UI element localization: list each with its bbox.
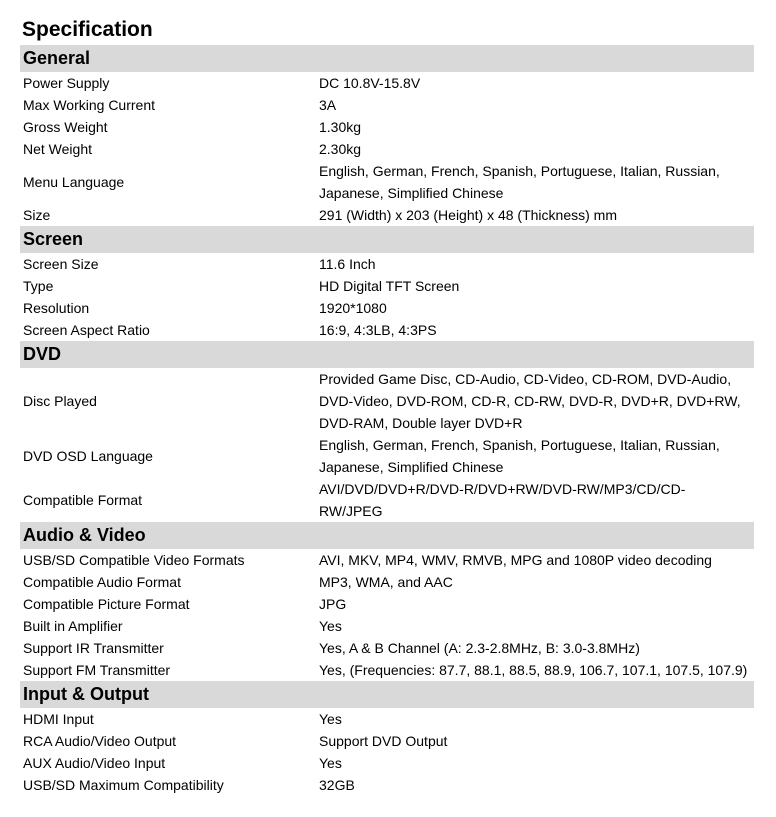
spec-value: HD Digital TFT Screen [319, 278, 460, 294]
spec-row [20, 160, 754, 204]
spec-row [20, 94, 754, 116]
spec-value: Provided Game Disc, CD-Audio, CD-Video, CD-ROM, DVD-Audio, DVD-Video, DVD-ROM, CD-R, CD-RW, DVD-R, DVD+R, DVD+RW, DVD-RAM, Double layer DVD+R [319, 371, 741, 431]
spec-value: Yes, A & B Channel (A: 2.3-2.8MHz, B: 3.0-3.8MHz) [319, 640, 640, 656]
spec-value: 2.30kg [319, 141, 362, 157]
spec-row [20, 752, 754, 774]
spec-row [20, 319, 754, 341]
section-title: Input & Output [20, 681, 754, 708]
spec-value: AVI/DVD/DVD+R/DVD-R/DVD+RW/DVD-RW/MP3/CD/CD-RW/JPEG [319, 481, 686, 519]
spec-label: Screen Size [23, 256, 99, 272]
spec-value: 291 (Width) x 203 (Height) x 48 (Thickness) mm [319, 207, 617, 223]
spec-label: Type [23, 278, 54, 294]
page-title: Specification [22, 18, 153, 41]
spec-value: 11.6 Inch [319, 256, 376, 272]
spec-value: English, German, French, Spanish, Portuguese, Italian, Russian, Japanese, Simplified Chinese [319, 163, 720, 201]
spec-value: DC 10.8V-15.8V [319, 75, 421, 91]
spec-row [20, 730, 754, 752]
spec-label: RCA Audio/Video Output [23, 733, 177, 749]
spec-label: Compatible Audio Format [23, 574, 181, 590]
spec-label: Resolution [23, 300, 90, 316]
spec-value: 16:9, 4:3LB, 4:3PS [319, 322, 437, 338]
spec-label: Power Supply [23, 75, 110, 91]
spec-row [20, 659, 754, 681]
spec-value: MP3, WMA, and AAC [319, 574, 453, 590]
spec-label: Gross Weight [23, 119, 108, 135]
spec-label: HDMI Input [23, 711, 94, 727]
section-header-general [20, 45, 754, 72]
spec-row [20, 434, 754, 478]
spec-label: Max Working Current [23, 97, 156, 113]
spec-label: Size [23, 207, 51, 223]
spec-label: DVD OSD Language [23, 448, 153, 464]
spec-label: USB/SD Compatible Video Formats [23, 552, 245, 568]
spec-row [20, 138, 754, 160]
spec-table [20, 45, 754, 796]
spec-row [20, 116, 754, 138]
spec-label: USB/SD Maximum Compatibility [23, 777, 224, 793]
spec-value: AVI, MKV, MP4, WMV, RMVB, MPG and 1080P video decoding [319, 552, 712, 568]
spec-value: Yes [319, 755, 342, 771]
section-title: DVD [20, 341, 754, 368]
section-header-input-output [20, 681, 754, 708]
spec-value: 1.30kg [319, 119, 362, 135]
spec-value: English, German, French, Spanish, Portuguese, Italian, Russian, Japanese, Simplified Chinese [319, 437, 720, 475]
section-title: Audio & Video [20, 522, 754, 549]
spec-label: AUX Audio/Video Input [23, 755, 166, 771]
spec-row [20, 774, 754, 796]
spec-row [20, 549, 754, 571]
spec-row [20, 478, 754, 522]
spec-label: Support FM Transmitter [23, 662, 171, 678]
spec-label: Menu Language [23, 174, 125, 190]
spec-row [20, 571, 754, 593]
spec-label: Support IR Transmitter [23, 640, 164, 656]
spec-value: JPG [319, 596, 347, 612]
spec-label: Compatible Format [23, 492, 143, 508]
section-header-audio-video [20, 522, 754, 549]
spec-value: 1920*1080 [319, 300, 387, 316]
spec-row [20, 593, 754, 615]
spec-value: 3A [319, 97, 337, 113]
spec-table-body [20, 45, 754, 796]
section-title: Screen [20, 226, 754, 253]
spec-row [20, 72, 754, 94]
spec-row [20, 253, 754, 275]
spec-row [20, 708, 754, 730]
spec-label: Net Weight [23, 141, 92, 157]
spec-label: Disc Played [23, 393, 97, 409]
spec-value: Yes [319, 711, 342, 727]
section-header-dvd [20, 341, 754, 368]
spec-row [20, 275, 754, 297]
spec-value: Support DVD Output [319, 733, 448, 749]
spec-row [20, 637, 754, 659]
spec-row [20, 615, 754, 637]
spec-row [20, 297, 754, 319]
spec-label: Compatible Picture Format [23, 596, 190, 612]
spec-value: Yes, (Frequencies: 87.7, 88.1, 88.5, 88.9, 106.7, 107.1, 107.5, 107.9) [319, 662, 748, 678]
spec-value: 32GB [319, 777, 355, 793]
spec-label: Built in Amplifier [23, 618, 123, 634]
spec-row [20, 368, 754, 434]
section-title: General [20, 45, 754, 72]
section-header-screen [20, 226, 754, 253]
spec-label: Screen Aspect Ratio [23, 322, 150, 338]
spec-value: Yes [319, 618, 342, 634]
spec-row [20, 204, 754, 226]
